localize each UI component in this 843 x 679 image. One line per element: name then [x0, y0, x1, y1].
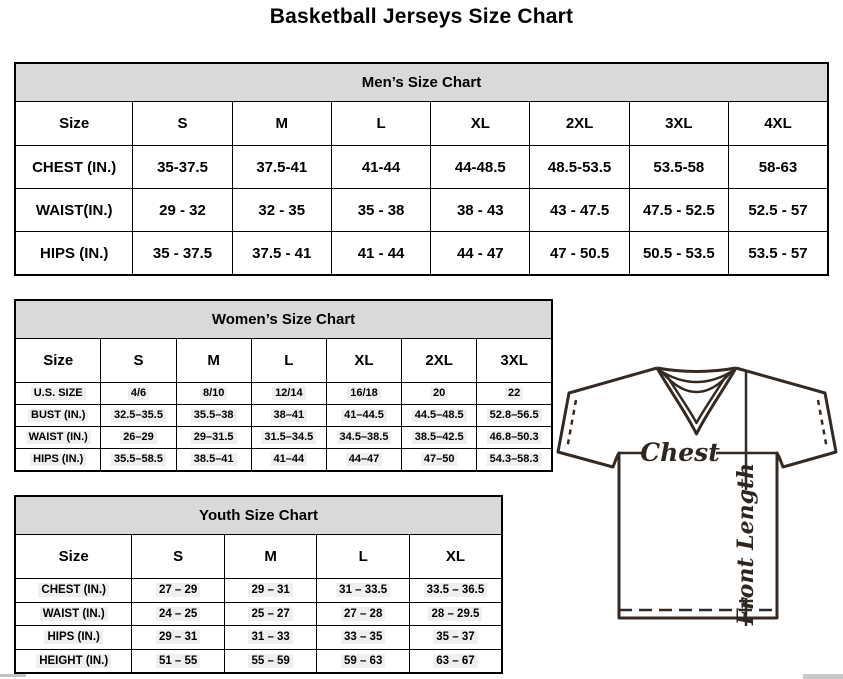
- cell-text: 8/10: [200, 387, 227, 401]
- table-row: [15, 300, 552, 339]
- jersey-measurement-diagram: [555, 360, 839, 672]
- table-row: [15, 535, 502, 579]
- row-label: [15, 602, 132, 626]
- cell-text: WAIST (IN.): [40, 607, 108, 621]
- table-row: [15, 496, 502, 535]
- cell-text: 22: [505, 387, 523, 401]
- table-cell: [409, 602, 502, 626]
- column-header: Size: [15, 102, 133, 146]
- table-row: [15, 232, 828, 276]
- jersey-outline: [558, 368, 836, 618]
- column-header: 2XL: [402, 339, 477, 383]
- cell-text: 47–50: [421, 453, 458, 467]
- cell-text: 41–44: [271, 453, 308, 467]
- table-row: [15, 449, 552, 472]
- column-header: M: [224, 535, 317, 579]
- youth-size-chart-table: [14, 495, 503, 674]
- table-cell: [477, 383, 552, 405]
- table-cell: [132, 602, 225, 626]
- cell-text: 44–47: [346, 453, 383, 467]
- cell-text: 26–29: [120, 431, 157, 445]
- cell-text: 34.5–38.5: [337, 431, 392, 445]
- cell-text: HIPS (IN.): [44, 630, 102, 644]
- cell-text: 20: [430, 387, 448, 401]
- table-cell: 32 - 35: [232, 189, 331, 232]
- table-cell: 53.5-58: [629, 146, 728, 189]
- table-cell: [326, 427, 401, 449]
- row-label: [15, 383, 101, 405]
- womens-size-chart-table: [14, 299, 553, 472]
- cell-text: 44.5–48.5: [412, 409, 467, 423]
- table-cell: [251, 427, 326, 449]
- table-cell: [326, 449, 401, 472]
- table-row: [15, 626, 502, 650]
- column-header: XL: [409, 535, 502, 579]
- cell-text: 27 – 29: [156, 583, 200, 597]
- table-cell: [326, 405, 401, 427]
- table-row: [15, 405, 552, 427]
- column-header: M: [176, 339, 251, 383]
- table-cell: [317, 579, 410, 603]
- cell-text: 16/18: [347, 387, 381, 401]
- table-row: [15, 427, 552, 449]
- cell-text: 29 – 31: [156, 630, 200, 644]
- table-cell: 47 - 50.5: [530, 232, 629, 276]
- table-cell: [402, 427, 477, 449]
- cell-text: HIPS (IN.): [30, 453, 86, 467]
- cell-text: 41–44.5: [341, 409, 387, 423]
- cell-text: U.S. SIZE: [31, 387, 86, 401]
- column-header: XL: [326, 339, 401, 383]
- column-header: 3XL: [629, 102, 728, 146]
- cell-text: WAIST (IN.): [26, 431, 91, 445]
- cell-text: 38–41: [271, 409, 308, 423]
- row-label: [15, 579, 132, 603]
- table-cell: 37.5-41: [232, 146, 331, 189]
- table-cell: 52.5 - 57: [728, 189, 828, 232]
- table-cell: 29 - 32: [133, 189, 232, 232]
- table-cell: [409, 649, 502, 673]
- row-label: [15, 449, 101, 472]
- column-header: 2XL: [530, 102, 629, 146]
- column-header: 3XL: [477, 339, 552, 383]
- table-cell: 53.5 - 57: [728, 232, 828, 276]
- scrollbar-fragment-left[interactable]: [0, 674, 26, 677]
- table-cell: [176, 427, 251, 449]
- table-cell: [251, 405, 326, 427]
- column-header: 4XL: [728, 102, 828, 146]
- table-cell: 37.5 - 41: [232, 232, 331, 276]
- column-header: S: [132, 535, 225, 579]
- table-row: [15, 189, 828, 232]
- mens-chart-title: Men’s Size Chart: [15, 63, 828, 102]
- table-row: [15, 649, 502, 673]
- table-cell: [101, 383, 176, 405]
- cell-text: 31 – 33: [248, 630, 292, 644]
- left-sleeve-stitch-line: [567, 400, 576, 449]
- table-cell: [477, 427, 552, 449]
- row-label: [15, 405, 101, 427]
- table-cell: [224, 649, 317, 673]
- column-header: Size: [15, 535, 132, 579]
- table-cell: 41 - 44: [331, 232, 430, 276]
- cell-text: BUST (IN.): [28, 409, 88, 423]
- table-row: [15, 63, 828, 102]
- table-cell: 35 - 38: [331, 189, 430, 232]
- table-cell: [402, 383, 477, 405]
- table-cell: [477, 449, 552, 472]
- table-cell: [101, 405, 176, 427]
- table-cell: [132, 649, 225, 673]
- womens-chart-title: Women’s Size Chart: [15, 300, 552, 339]
- cell-text: 31.5–34.5: [261, 431, 316, 445]
- table-cell: [251, 449, 326, 472]
- table-cell: 58-63: [728, 146, 828, 189]
- table-cell: [317, 649, 410, 673]
- table-cell: 44-48.5: [431, 146, 530, 189]
- table-cell: [402, 449, 477, 472]
- cell-text: 35.5–58.5: [111, 453, 166, 467]
- table-row: [15, 102, 828, 146]
- table-cell: [176, 383, 251, 405]
- table-cell: [176, 405, 251, 427]
- cell-text: 35 – 37: [433, 630, 477, 644]
- table-cell: [317, 602, 410, 626]
- column-header: L: [317, 535, 410, 579]
- table-cell: [176, 449, 251, 472]
- table-row: [15, 339, 552, 383]
- table-cell: [251, 383, 326, 405]
- table-cell: [224, 579, 317, 603]
- table-cell: [224, 602, 317, 626]
- table-cell: 35 - 37.5: [133, 232, 232, 276]
- cell-text: 32.5–35.5: [111, 409, 166, 423]
- scrollbar-fragment-right[interactable]: [803, 674, 843, 679]
- table-cell: [132, 579, 225, 603]
- table-cell: 38 - 43: [431, 189, 530, 232]
- table-cell: 41-44: [331, 146, 430, 189]
- column-header: Size: [15, 339, 101, 383]
- table-cell: [224, 626, 317, 650]
- table-cell: [317, 626, 410, 650]
- table-cell: [132, 626, 225, 650]
- cell-text: 51 – 55: [156, 654, 200, 668]
- cell-text: HEIGHT (IN.): [36, 654, 111, 668]
- table-cell: [402, 405, 477, 427]
- row-label: [15, 626, 132, 650]
- table-cell: 44 - 47: [431, 232, 530, 276]
- mens-size-chart-table: [14, 62, 829, 276]
- table-cell: [101, 449, 176, 472]
- table-row: [15, 602, 502, 626]
- table-cell: 48.5-53.5: [530, 146, 629, 189]
- cell-text: 54.3–58.3: [487, 453, 542, 467]
- table-cell: [326, 383, 401, 405]
- row-label: CHEST (IN.): [15, 146, 133, 189]
- right-sleeve-stitch-line: [818, 400, 827, 449]
- front-length-label: Front Length: [733, 462, 759, 626]
- chest-label: Chest: [640, 438, 720, 467]
- cell-text: 27 – 28: [341, 607, 385, 621]
- page-title: Basketball Jerseys Size Chart: [269, 5, 574, 28]
- column-header: S: [101, 339, 176, 383]
- table-cell: 50.5 - 53.5: [629, 232, 728, 276]
- table-cell: [477, 405, 552, 427]
- cell-text: 33.5 – 36.5: [424, 583, 488, 597]
- cell-text: 63 – 67: [433, 654, 477, 668]
- table-cell: 43 - 47.5: [530, 189, 629, 232]
- row-label: HIPS (IN.): [15, 232, 133, 276]
- table-row: [15, 579, 502, 603]
- cell-text: 35.5–38: [191, 409, 237, 423]
- column-header: XL: [431, 102, 530, 146]
- cell-text: 12/14: [272, 387, 306, 401]
- table-cell: 35-37.5: [133, 146, 232, 189]
- cell-text: 55 – 59: [248, 654, 292, 668]
- cell-text: 46.8–50.3: [487, 431, 542, 445]
- table-row: [15, 146, 828, 189]
- table-cell: [409, 579, 502, 603]
- row-label: WAIST(IN.): [15, 189, 133, 232]
- cell-text: 38.5–41: [191, 453, 237, 467]
- cell-text: 52.8–56.5: [487, 409, 542, 423]
- cell-text: 29–31.5: [191, 431, 237, 445]
- cell-text: 24 – 25: [156, 607, 200, 621]
- table-cell: [101, 427, 176, 449]
- youth-chart-title: Youth Size Chart: [15, 496, 502, 535]
- cell-text: CHEST (IN.): [38, 583, 109, 597]
- cell-text: 59 – 63: [341, 654, 385, 668]
- cell-text: 33 – 35: [341, 630, 385, 644]
- cell-text: 38.5–42.5: [412, 431, 467, 445]
- cell-text: 4/6: [128, 387, 149, 401]
- collar-top-edge: [657, 368, 736, 372]
- column-header: L: [251, 339, 326, 383]
- table-cell: 47.5 - 52.5: [629, 189, 728, 232]
- cell-text: 25 – 27: [248, 607, 292, 621]
- cell-text: 29 – 31: [248, 583, 292, 597]
- row-label: [15, 427, 101, 449]
- row-label: [15, 649, 132, 673]
- cell-text: 28 – 29.5: [428, 607, 482, 621]
- table-cell: [409, 626, 502, 650]
- column-header: S: [133, 102, 232, 146]
- column-header: L: [331, 102, 430, 146]
- table-row: [15, 383, 552, 405]
- column-header: M: [232, 102, 331, 146]
- cell-text: 31 – 33.5: [336, 583, 390, 597]
